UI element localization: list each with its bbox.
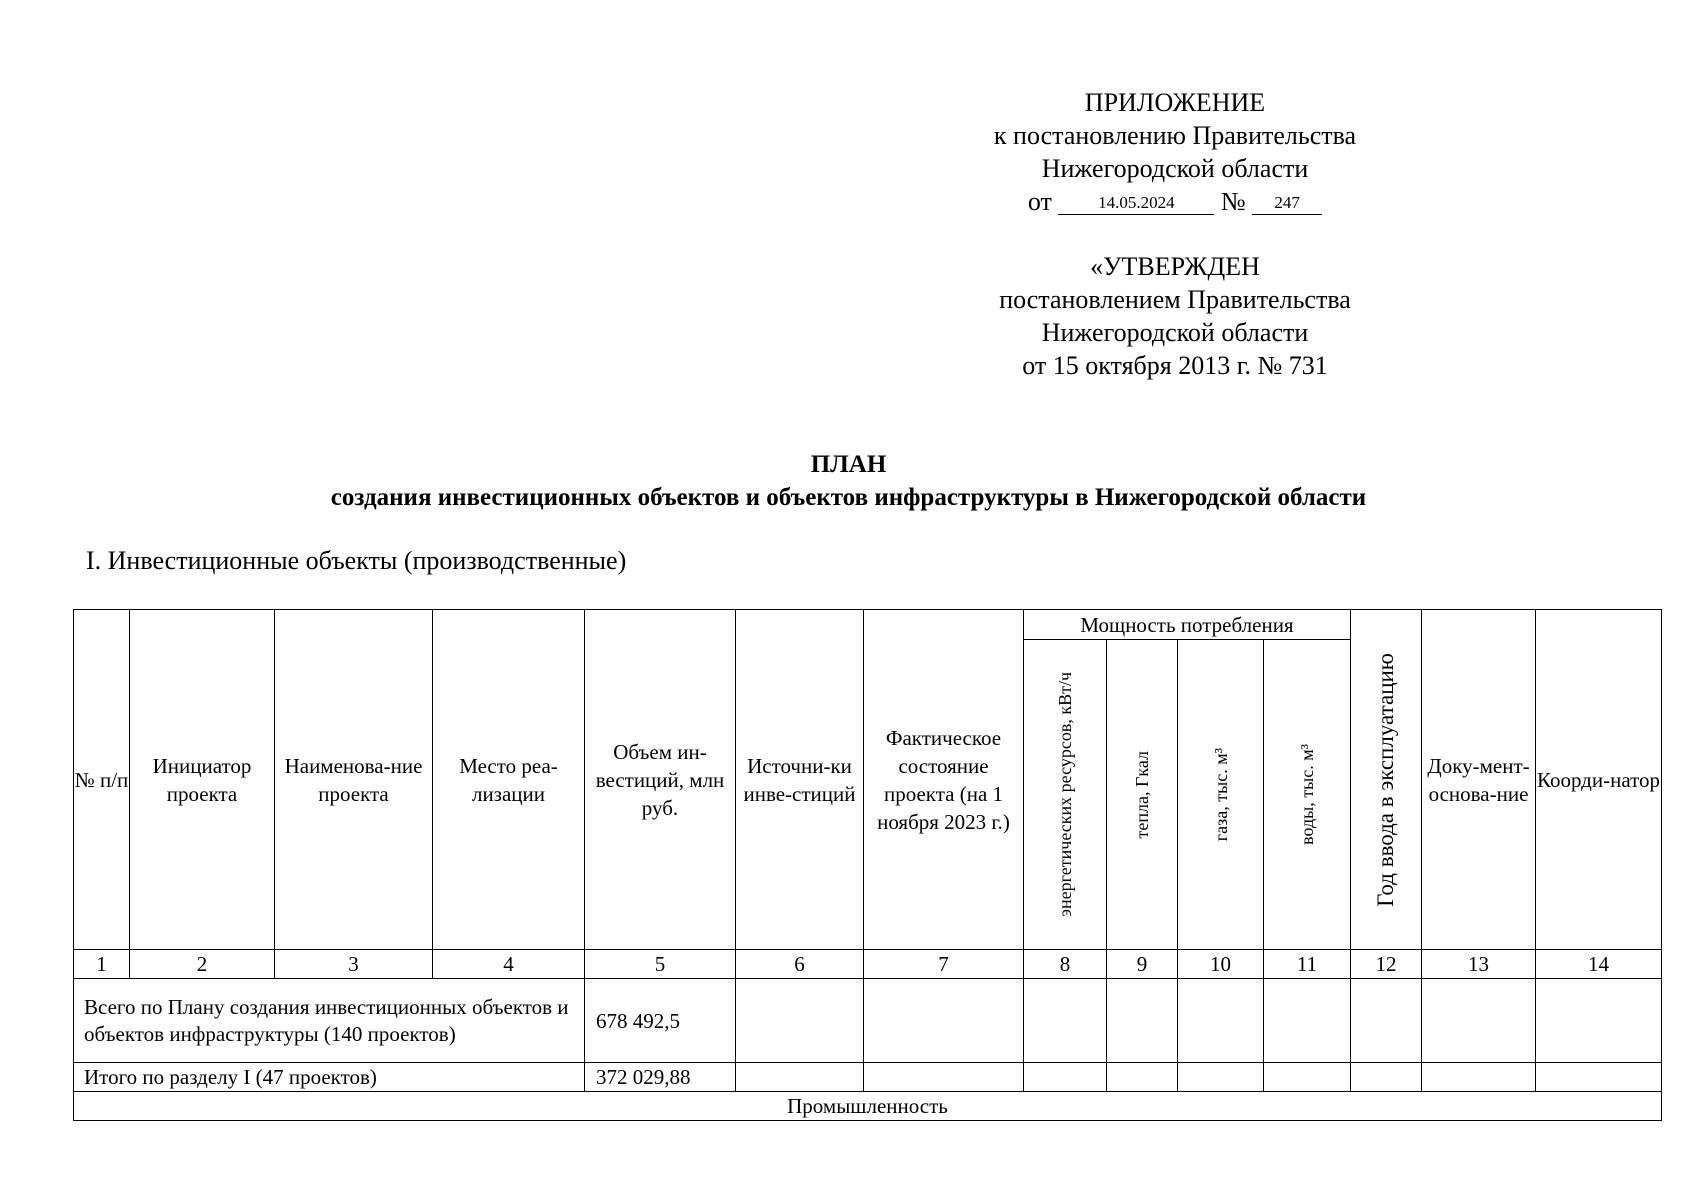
date-prefix: от [1027,187,1052,216]
column-number: 2 [130,950,275,979]
column-number: 6 [736,950,864,979]
header-energy [1024,640,1107,950]
column-number: 13 [1422,950,1536,979]
header-gas [1178,640,1264,950]
empty-cell [736,1063,864,1092]
energy-label: энергетических ресурсов, кВт/ч [1055,672,1075,917]
header-water [1264,640,1351,950]
plan-title: ПЛАН [810,451,887,478]
appendix-title: ПРИЛОЖЕНИЕ [1084,88,1266,117]
header-initiator: Инициатор проекта [130,610,275,950]
header-heat [1107,640,1178,950]
section-heading: I. Инвестиционные объекты (производственные) [86,546,627,575]
column-number: 14 [1536,950,1662,979]
column-number: 7 [864,950,1024,979]
empty-cell [1107,1063,1178,1092]
empty-cell [864,1063,1024,1092]
approved-line-2: Нижегородской области [1041,318,1309,347]
commissioning-year-label: Год ввода в эксплуатацию [1373,652,1398,907]
empty-cell [736,979,864,1063]
empty-cell [1024,1063,1107,1092]
header-number: № п/п [74,610,130,950]
header-location: Место реа-лизации [433,610,585,950]
column-number: 11 [1264,950,1351,979]
header-investment-volume: Объем ин-вестиций, млн руб. [585,610,736,950]
empty-cell [864,979,1024,1063]
empty-cell [1107,979,1178,1063]
header-project-status: Фактическое состояние проекта (на 1 ноября 2023 г.) [864,610,1024,950]
approved-line-3: от 15 октября 2013 г. № 731 [1022,351,1328,380]
empty-cell [1422,1063,1536,1092]
total-section-row [74,1063,1662,1092]
total-plan-amount: 678 492,5 [585,979,736,1063]
approved-block [940,250,1410,382]
approved-line-1: постановлением Правительства [999,285,1351,314]
column-number: 1 [74,950,130,979]
empty-cell [1178,979,1264,1063]
column-number: 8 [1024,950,1107,979]
appendix-block [940,86,1410,218]
total-section-label: Итого по разделу I (47 проектов) [74,1063,585,1092]
empty-cell [1264,1063,1351,1092]
header-basis-document: Доку-мент-основа-ние [1422,610,1536,950]
column-number: 5 [585,950,736,979]
header-consumption-capacity: Мощность потребления [1024,610,1351,640]
appendix-line-1: к постановлению Правительства [993,121,1357,150]
decree-number-field: 247 [1252,192,1322,215]
column-number-row [74,950,1662,979]
empty-cell [1178,1063,1264,1092]
empty-cell [1536,1063,1662,1092]
column-number: 9 [1107,950,1178,979]
appendix-line-2: Нижегородской области [1041,154,1309,183]
header-commissioning-year [1351,610,1422,950]
plan-heading [0,448,1697,514]
column-number: 3 [275,950,433,979]
plan-table [73,609,1662,1121]
column-number: 12 [1351,950,1422,979]
empty-cell [1024,979,1107,1063]
header-investment-sources: Источни-ки инве-стиций [736,610,864,950]
water-label: воды, тыс. м³ [1297,744,1317,845]
empty-cell [1351,979,1422,1063]
header-coordinator: Коорди-натор [1536,610,1662,950]
approved-title: «УТВЕРЖДЕН [1090,252,1260,281]
empty-cell [1264,979,1351,1063]
plan-subtitle: создания инвестиционных объектов и объектов инфраструктуры в Нижегородской области [330,484,1367,511]
total-plan-label: Всего по Плану создания инвестиционных объектов и объектов инфраструктуры (140 проектов) [74,979,585,1063]
heat-label: тепла, Гкал [1132,750,1152,839]
column-number: 10 [1178,950,1264,979]
total-section-amount: 372 029,88 [585,1063,736,1092]
decree-date-field: 14.05.2024 [1058,192,1214,215]
column-number: 4 [433,950,585,979]
empty-cell [1351,1063,1422,1092]
number-sign: № [1220,187,1246,216]
gas-label: газа, тыс. м³ [1210,747,1231,842]
header-project-name: Наименова-ние проекта [275,610,433,950]
empty-cell [1422,979,1536,1063]
total-plan-row [74,979,1662,1063]
appendix-date-line [940,185,1410,218]
category-row [74,1092,1662,1121]
category-industry: Промышленность [74,1092,1662,1121]
empty-cell [1536,979,1662,1063]
